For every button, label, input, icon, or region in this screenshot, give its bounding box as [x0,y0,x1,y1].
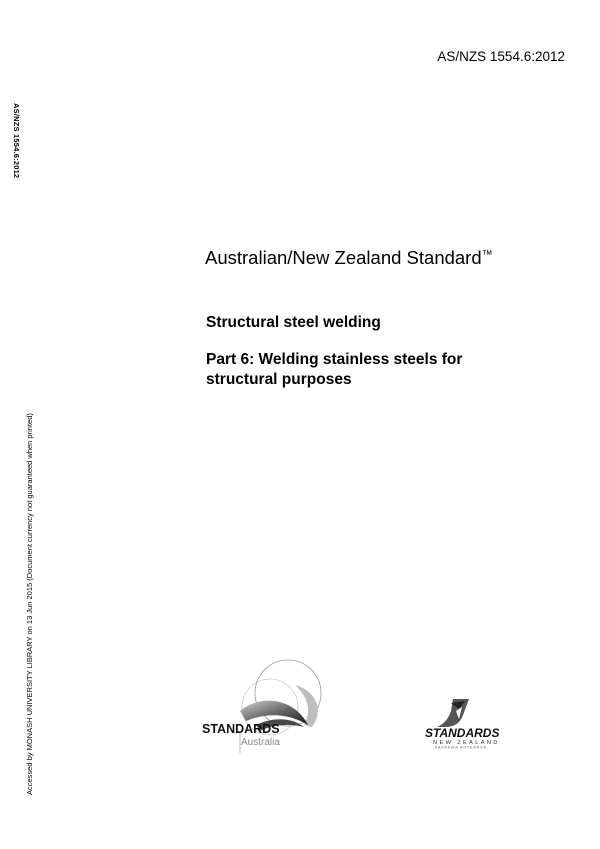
document-number: AS/NZS 1554.6:2012 [437,49,565,64]
document-part-title [206,350,462,390]
spine-document-code: AS/NZS 1554.6:2012 [12,103,21,179]
access-watermark: Accessed by MONASH UNIVERSITY LIBRARY on 13 Jun 2015 (Document currency not guaranteed when printed) [25,413,34,795]
standard-type-text: Australian/New Zealand Standard [205,247,482,268]
part-title-line-1: Part 6: Welding stainless steels for [206,351,463,368]
logo-au-sub: Australia [241,737,280,748]
logo-nz-name: STANDARDS [425,726,500,740]
standards-australia-logo [200,655,340,755]
standard-type-heading [205,247,493,269]
logo-nz-sub: NEW ZEALAND [433,740,500,746]
trademark-symbol: ™ [481,249,493,261]
logo-nz-maori: PAEREWA AOTEAROA [435,745,487,749]
part-title-line-2: structural purposes [206,371,352,388]
logo-au-name: STANDARDS [202,722,280,736]
standards-new-zealand-logo [423,697,525,749]
document-title: Structural steel welding [206,314,381,331]
